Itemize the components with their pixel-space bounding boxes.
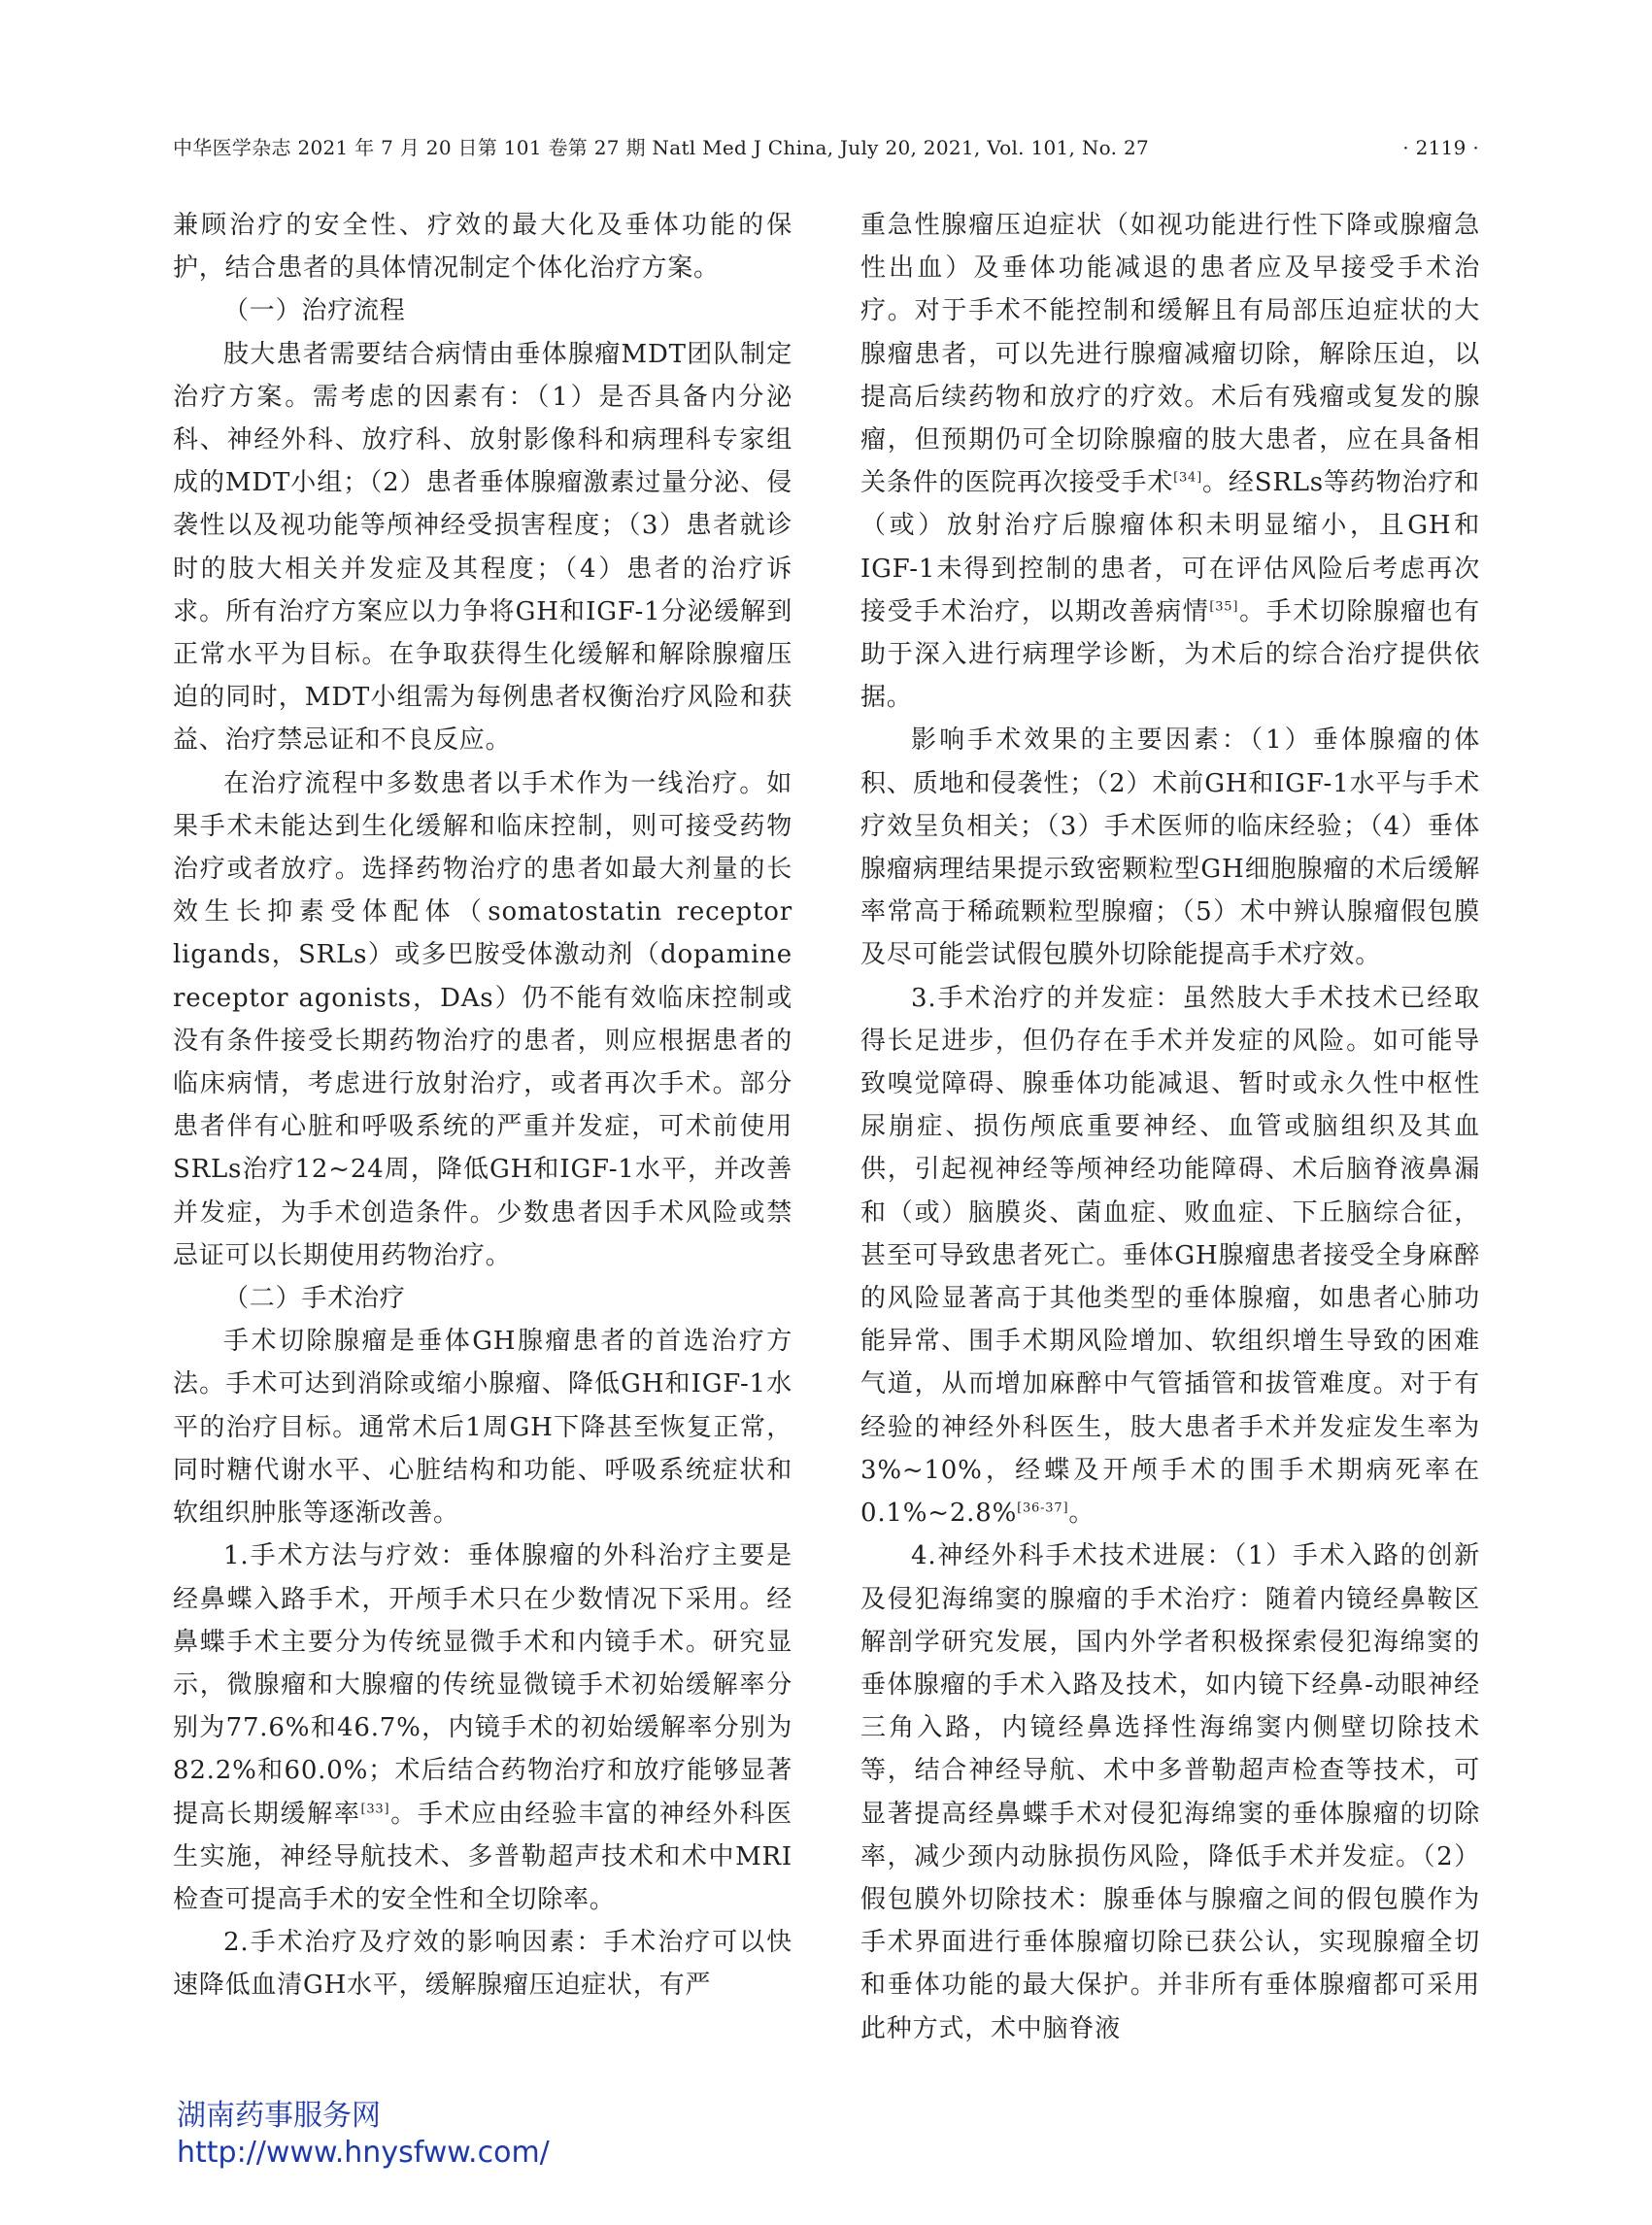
- paragraph: [860, 977, 1480, 1535]
- page-number: · 2119 ·: [1402, 136, 1479, 159]
- paragraph: [860, 204, 1480, 719]
- text-run: 1.手术方法与疗效：垂体腺瘤的外科治疗主要是经鼻蝶入路手术，开颅手术只在少数情况下采用。经鼻蝶手术主要分为传统显微手术和内镜手术。研究显示，微腺瘤和大腺瘤的传统显微镜手术初始缓解率分别为77.6%和46.7%，内镜手术的初始缓解率分别为82.2%和60.0%；术后结合药物治疗和放疗能够显著提高长期缓解率: [173, 1541, 792, 1829]
- left-column: [173, 204, 792, 2007]
- watermark-url: http://www.hnysfww.com/: [177, 2136, 550, 2170]
- paragraph: 肢大患者需要结合病情由垂体腺瘤MDT团队制定治疗方案。需考虑的因素有：（1）是否具备内分泌科、神经外科、放疗科、放射影像科和病理科专家组成的MDT小组；（2）患者垂体腺瘤激素过量分泌、侵袭性以及视功能等颅神经受损害程度；（3）患者就诊时的肢大相关并发症及其程度；（4）患者的治疗诉求。所有治疗方案应以力争将GH和IGF-1分泌缓解到正常水平为目标。在争取获得生化缓解和解除腺瘤压迫的同时，MDT小组需为每例患者权衡治疗风险和获益、治疗禁忌证和不良反应。: [173, 339, 792, 756]
- running-header: [173, 132, 1479, 160]
- section-heading: （二）手术治疗: [223, 1284, 406, 1314]
- citation-ref: [34]: [1173, 470, 1202, 486]
- citation-ref: [33]: [360, 1801, 390, 1816]
- right-column: [860, 204, 1480, 2050]
- text-run: 3.手术治疗的并发症：虽然肢大手术技术已经取得长足进步，但仍存在手术并发症的风险。如可能导致嗅觉障碍、腺垂体功能减退、暂时或永久性中枢性尿崩症、损伤颅底重要神经、血管或脑组织及其血供，引起视神经等颅神经功能障碍、术后脑脊液鼻漏和（或）脑膜炎、菌血症、败血症、下丘脑综合征，甚至可导致患者死亡。垂体GH腺瘤患者接受全身麻醉的风险显著高于其他类型的垂体腺瘤，如患者心肺功能异常、围手术期风险增加、软组织增生导致的困难气道，从而增加麻醉中气管插管和拔管难度。对于有经验的神经外科医生，肢大患者手术并发症发生率为3%~10%，经蝶及开颅手术的围手术期病死率在0.1%~2.8%: [860, 983, 1480, 1529]
- journal-citation: 中华医学杂志 2021 年 7 月 20 日第 101 卷第 27 期 Natl Med J China, July 20, 2021, Vol. 101, No. 27: [173, 136, 1150, 159]
- text-run: 。手术切除腺瘤也有助于深入进行病理学诊断，为术后的综合治疗提供依据。: [860, 596, 1481, 713]
- citation-ref: [36-37]: [1017, 1500, 1069, 1516]
- text-run: 重急性腺瘤压迫症状（如视功能进行性下降或腺瘤急性出血）及垂体功能减退的患者应及早接受手术治疗。对于手术不能控制和缓解且有局部压迫症状的大腺瘤患者，可以先进行腺瘤减瘤切除，解除压迫，以提高后续药物和放疗的疗效。术后有残瘤或复发的腺瘤，但预期仍可全切除腺瘤的肢大患者，应在具备相关条件的医院再次接受手术: [860, 211, 1480, 498]
- text-run: 。手术应由经验丰富的神经外科医生实施，神经导航技术、多普勒超声技术和术中MRI检查可提高手术的安全性和全切除率。: [173, 1799, 792, 1914]
- paragraph: 2.手术治疗及疗效的影响因素：手术治疗可以快速降低血清GH水平，缓解腺瘤压迫症状，有严: [173, 1928, 792, 2001]
- paragraph: 手术切除腺瘤是垂体GH腺瘤患者的首选治疗方法。手术可达到消除或缩小腺瘤、降低GH和IGF-1水平的治疗目标。通常术后1周GH下降甚至恢复正常，同时糖代谢水平、心脏结构和功能、呼吸系统症状和软组织肿胀等逐渐改善。: [173, 1327, 792, 1529]
- paragraph: 4.神经外科手术技术进展：（1）手术入路的创新及侵犯海绵窦的腺瘤的手术治疗：随着内镜经鼻鞍区解剖学研究发展，国内外学者积极探索侵犯海绵窦的垂体腺瘤的手术入路及技术，如内镜下经鼻-动眼神经三角入路，内镜经鼻选择性海绵窦内侧壁切除技术等，结合神经导航、术中多普勒超声检查等技术，可显著提高经鼻蝶手术对侵犯海绵窦的垂体腺瘤的切除率，减少颈内动脉损伤风险，降低手术并发症。（2）假包膜外切除技术：腺垂体与腺瘤之间的假包膜作为手术界面进行垂体腺瘤切除已获公认，实现腺瘤全切和垂体功能的最大保护。并非所有垂体腺瘤都可采用此种方式，术中脑脊液: [860, 1541, 1480, 2043]
- citation-ref: [35]: [1209, 599, 1239, 615]
- section-heading: （一）治疗流程: [223, 296, 406, 326]
- text-run: 。: [1068, 1499, 1096, 1529]
- paragraph: 兼顾治疗的安全性、疗效的最大化及垂体功能的保护，结合患者的具体情况制定个体化治疗方案。: [173, 211, 792, 284]
- paragraph: 在治疗流程中多数患者以手术作为一线治疗。如果手术未能达到生化缓解和临床控制，则可接受药物治疗或者放疗。选择药物治疗的患者如最大剂量的长效生长抑素受体配体（somatostatin receptor ligands，SRLs）或多巴胺受体激动剂（dopamine receptor agonists，DAs）仍不能有效临床控制或没有条件接受长期药物治疗的患者，则应根据患者的临床病情，考虑进行放射治疗，或者再次手术。部分患者伴有心脏和呼吸系统的严重并发症，可术前使用SRLs治疗12~24周，降低GH和IGF-1水平，并改善并发症，为手术创造条件。少数患者因手术风险或禁忌证可以长期使用药物治疗。: [173, 768, 792, 1270]
- paragraph: 影响手术效果的主要因素：（1）垂体腺瘤的体积、质地和侵袭性；（2）术前GH和IGF-1水平与手术疗效呈负相关；（3）手术医师的临床经验；（4）垂体腺瘤病理结果提示致密颗粒型GH细胞腺瘤的术后缓解率常高于稀疏颗粒型腺瘤；（5）术中辨认腺瘤假包膜及尽可能尝试假包膜外切除能提高手术疗效。: [860, 725, 1480, 970]
- watermark-title: 湖南药事服务网: [177, 2099, 381, 2133]
- text-run: 。经SRLs等药物治疗和（或）放射治疗后腺瘤体积未明显缩小，且GH和IGF-1未得到控制的患者，可在评估风险后考虑再次接受手术治疗，以期改善病情: [860, 468, 1480, 626]
- paragraph: [173, 1534, 792, 1921]
- watermark: [177, 2098, 550, 2172]
